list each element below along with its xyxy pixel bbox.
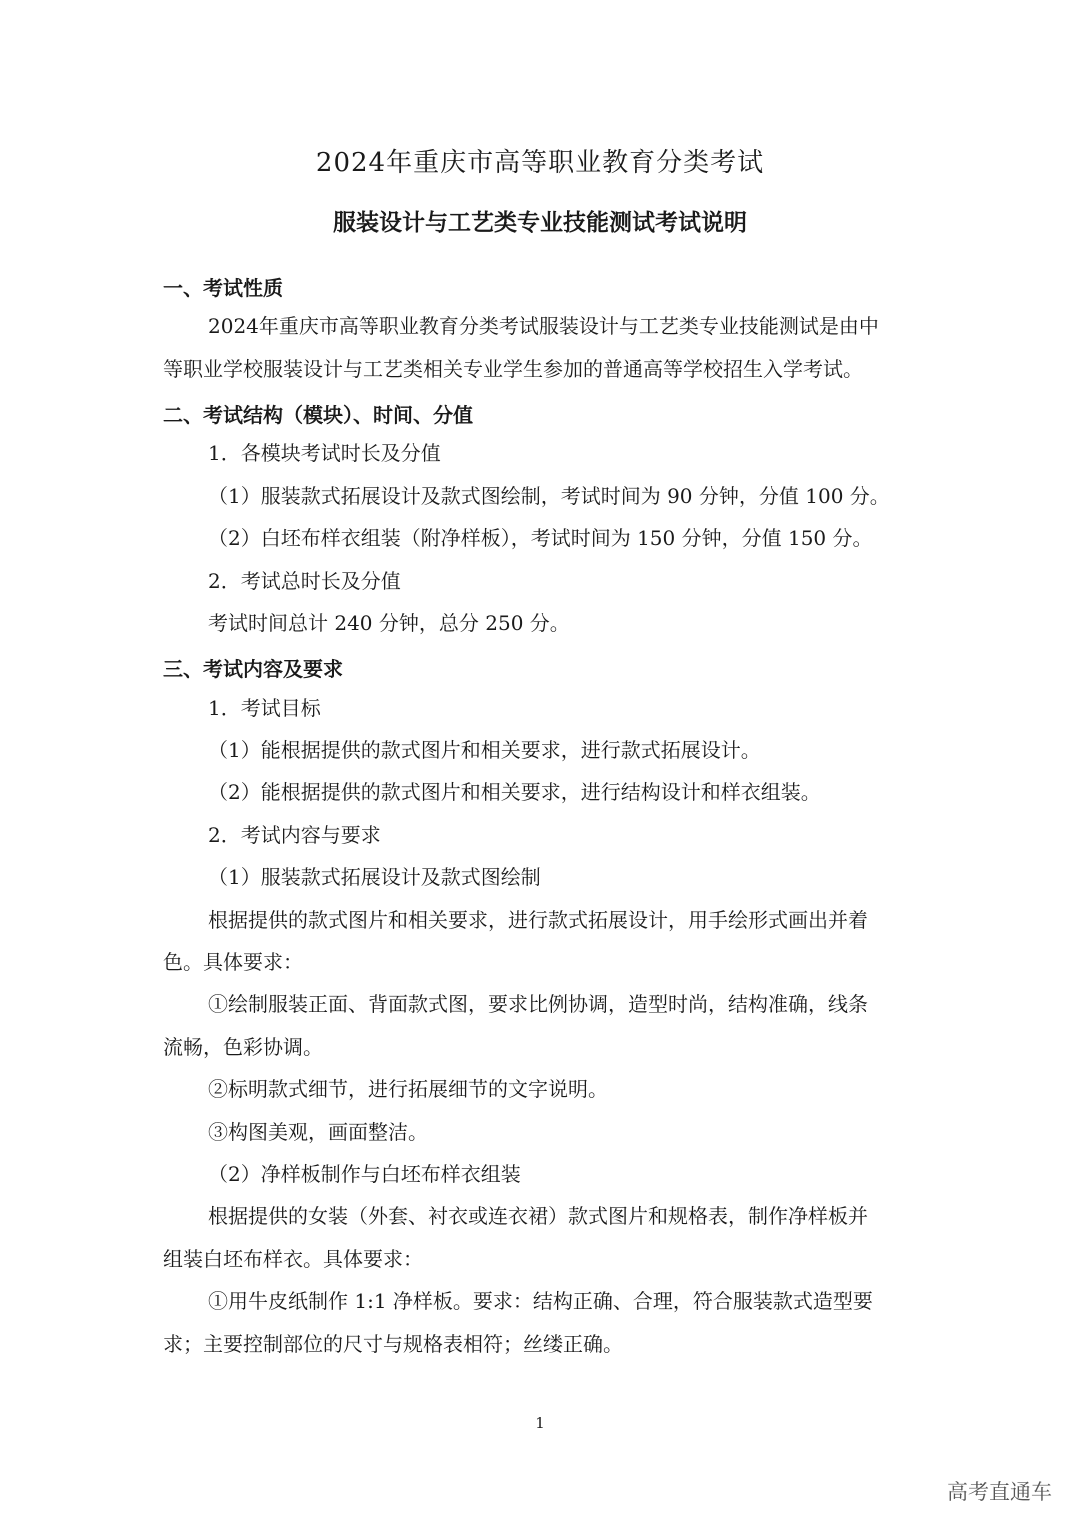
list-item: 2．考试内容与要求	[208, 823, 381, 847]
paragraph-line: ③构图美观，画面整洁。	[208, 1120, 428, 1144]
section-heading-content: 三、考试内容及要求	[163, 657, 343, 681]
paragraph-line: ①用牛皮纸制作 1:1 净样板。要求：结构正确、合理，符合服装款式造型要	[208, 1289, 873, 1313]
paragraph-line: ①绘制服装正面、背面款式图，要求比例协调，造型时尚，结构准确，线条	[208, 992, 868, 1016]
section-heading-structure: 二、考试结构（模块）、时间、分值	[163, 403, 473, 427]
paragraph-line: ②标明款式细节，进行拓展细节的文字说明。	[208, 1077, 608, 1101]
paragraph-line: 根据提供的款式图片和相关要求，进行款式拓展设计，用手绘形式画出并着	[208, 908, 868, 932]
list-item: 1．各模块考试时长及分值	[208, 441, 441, 465]
list-item: （1）服装款式拓展设计及款式图绘制	[208, 865, 541, 889]
paragraph-line: 根据提供的女装（外套、衬衣或连衣裙）款式图片和规格表，制作净样板并	[208, 1204, 868, 1228]
paragraph-line: 流畅，色彩协调。	[163, 1035, 323, 1059]
list-item: （1）服装款式拓展设计及款式图绘制，考试时间为 90 分钟，分值 100 分。	[208, 484, 890, 508]
paragraph-line: 求；主要控制部位的尺寸与规格表相符；丝缕正确。	[163, 1332, 623, 1356]
paragraph-line: 考试时间总计 240 分钟，总分 250 分。	[208, 611, 570, 635]
page-number: 1	[535, 1414, 545, 1432]
watermark: 高考直通车	[947, 1480, 1052, 1504]
paragraph-line: 色。具体要求：	[163, 950, 303, 974]
section-heading-nature: 一、考试性质	[163, 276, 283, 300]
list-item: （1）能根据提供的款式图片和相关要求，进行款式拓展设计。	[208, 738, 761, 762]
list-item: （2）白坯布样衣组装（附净样板），考试时间为 150 分钟，分值 150 分。	[208, 526, 873, 550]
document-subtitle: 服装设计与工艺类专业技能测试考试说明	[333, 210, 747, 236]
paragraph-line: 组装白坯布样衣。具体要求：	[163, 1247, 423, 1271]
list-item: （2）净样板制作与白坯布样衣组装	[208, 1162, 521, 1186]
document-title: 2024年重庆市高等职业教育分类考试	[315, 148, 765, 178]
paragraph-line: 等职业学校服装设计与工艺类相关专业学生参加的普通高等学校招生入学考试。	[163, 357, 863, 381]
paragraph-line: 2024年重庆市高等职业教育分类考试服装设计与工艺类专业技能测试是由中	[208, 314, 879, 338]
list-item: （2）能根据提供的款式图片和相关要求，进行结构设计和样衣组装。	[208, 780, 821, 804]
list-item: 1．考试目标	[208, 696, 321, 720]
list-item: 2．考试总时长及分值	[208, 569, 401, 593]
